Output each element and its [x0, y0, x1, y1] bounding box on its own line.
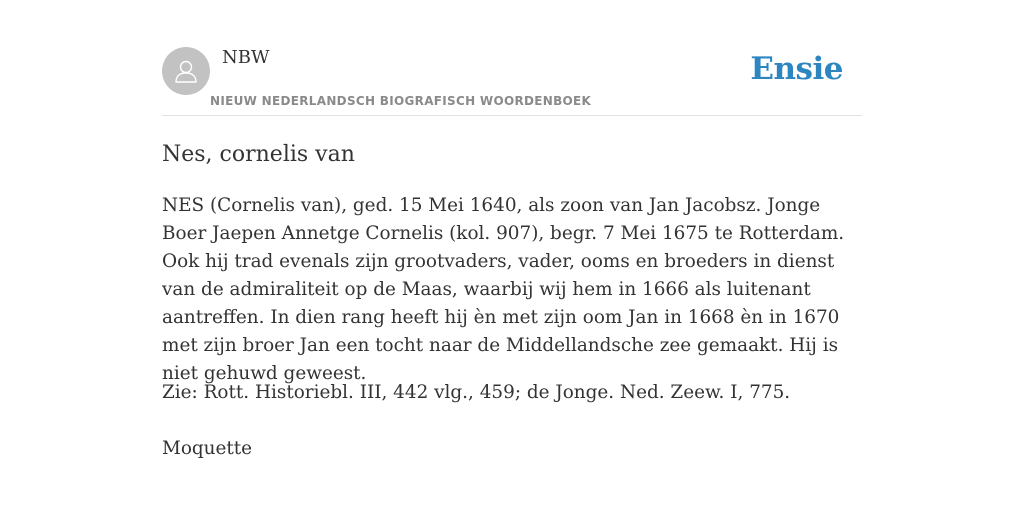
page-title: Nes, cornelis van [162, 142, 355, 167]
article-reference: Zie: Rott. Historiebl. III, 442 vlg., 459; de Jonge. Ned. Zeew. I, 775. [162, 382, 791, 403]
source-subtitle[interactable]: NIEUW NEDERLANDSCH BIOGRAFISCH WOORDENBOEK [210, 94, 592, 108]
brand-logo[interactable]: Ensie [750, 51, 843, 87]
user-icon [172, 57, 200, 85]
page-container [162, 0, 862, 459]
source-name[interactable]: NBW [222, 47, 270, 68]
source-avatar[interactable] [162, 47, 210, 95]
article-body: NES (Cornelis van), ged. 15 Mei 1640, als zoon van Jan Jacobsz. Jonge Boer Jaepen Annetge Cornelis (kol. 907), begr. 7 Mei 1675 te Rotterdam. Ook hij trad evenals zijn grootvaders, vader, ooms en broeders in dienst van de admiraliteit op de Maas, waarbij wij hem in 1666 als luitenant aantreffen. In dien rang heeft hij èn met zijn oom Jan in 1668 èn in 1670 met zijn broer Jan een tocht naar de Middellandsche zee gemaakt. Hij is niet gehuwd geweest. [162, 195, 845, 384]
page-header [162, 0, 862, 116]
article-author: Moquette [162, 438, 253, 459]
